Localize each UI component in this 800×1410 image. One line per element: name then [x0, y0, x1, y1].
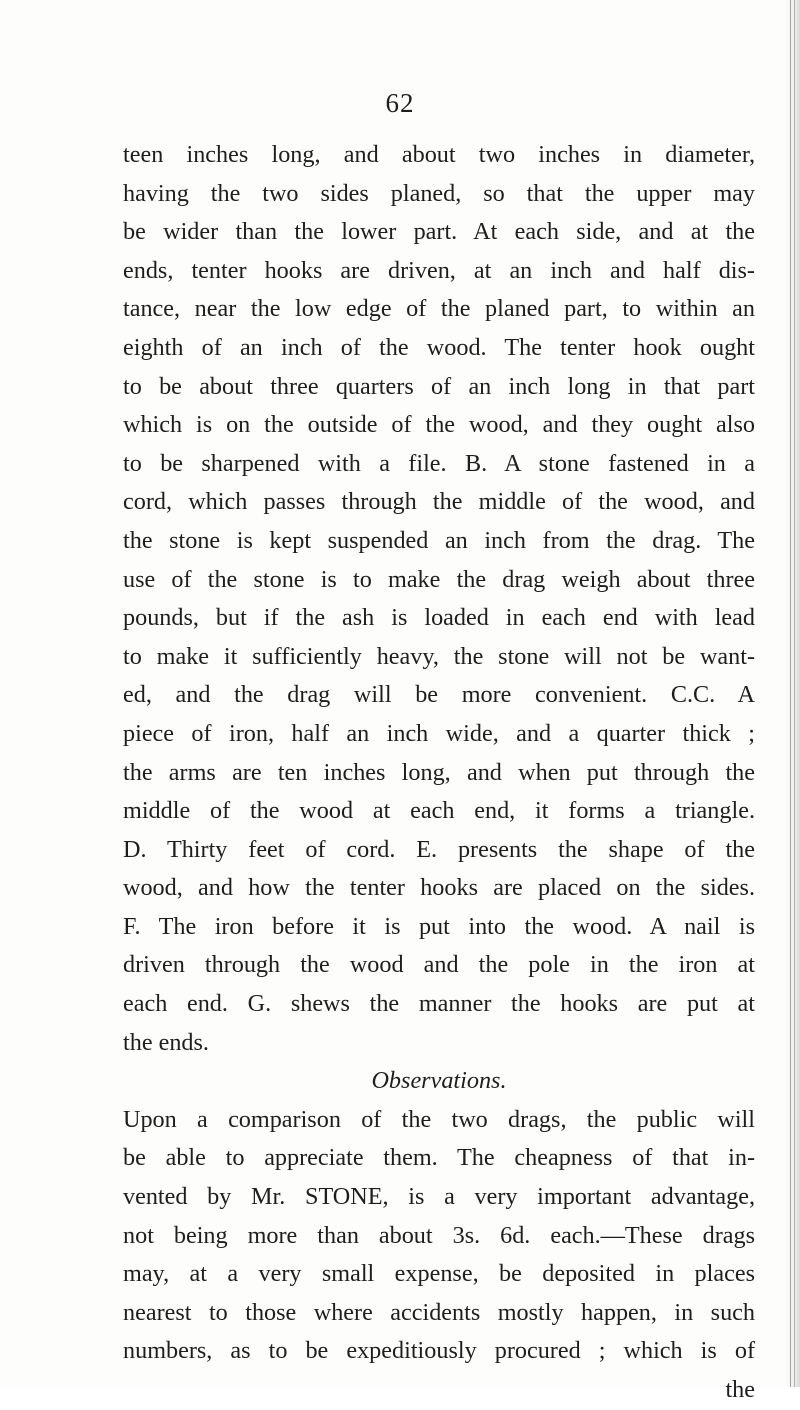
- body-text: [123, 136, 755, 1410]
- text-line: Upon a comparison of the two drags, the public will: [123, 1105, 755, 1133]
- text-line: F. The iron before it is put into the wood. A nail is: [123, 912, 755, 940]
- text-line: to make it sufficiently heavy, the stone will not be want-: [123, 642, 755, 670]
- text-line: wood, and how the tenter hooks are placed on the sides.: [123, 874, 755, 902]
- text-line: D. Thirty feet of cord. E. presents the shape of the: [123, 835, 755, 863]
- text-line: the stone is kept suspended an inch from the drag. The: [123, 526, 755, 554]
- catchword: the: [725, 1376, 755, 1403]
- text-line: to be about three quarters of an inch long in that part: [123, 372, 755, 400]
- text-line: tance, near the low edge of the planed part, to within an: [123, 295, 755, 323]
- text-line: eighth of an inch of the wood. The tenter hook ought: [123, 333, 755, 361]
- text-line: use of the stone is to make the drag weigh about three: [123, 565, 755, 593]
- text-line: the arms are ten inches long, and when put through the: [123, 758, 755, 786]
- text-line: pounds, but if the ash is loaded in each end with lead: [123, 604, 755, 632]
- text-line: the ends.: [123, 1028, 209, 1056]
- text-line: ed, and the drag will be more convenient. C.C. A: [123, 681, 755, 709]
- text-line: nearest to those where accidents mostly happen, in such: [123, 1298, 755, 1326]
- text-line: teen inches long, and about two inches in diameter,: [123, 141, 755, 168]
- page-edge-line: [790, 0, 791, 1387]
- text-line: cord, which passes through the middle of the wood, and: [123, 488, 755, 516]
- page-edge-shadow: [786, 0, 800, 1387]
- text-line: vented by Mr. STONE, is a very important advantage,: [123, 1183, 755, 1211]
- section-heading: Observations.: [371, 1067, 507, 1095]
- text-line: to be sharpened with a file. B. A stone fastened in a: [123, 449, 755, 477]
- text-line: may, at a very small expense, be deposited in places: [123, 1260, 755, 1288]
- text-line: middle of the wood at each end, it forms a triangle.: [123, 797, 755, 825]
- text-line: be wider than the lower part. At each side, and at the: [123, 218, 755, 246]
- text-line: having the two sides planed, so that the upper may: [123, 179, 755, 207]
- text-line: each end. G. shews the manner the hooks are put at: [123, 990, 755, 1018]
- page-number: 62: [385, 88, 415, 118]
- text-line: be able to appreciate them. The cheapness of that in-: [123, 1144, 755, 1172]
- text-line: ends, tenter hooks are driven, at an inch and half dis-: [123, 256, 755, 284]
- text-line: which is on the outside of the wood, and they ought also: [123, 411, 755, 439]
- text-line: driven through the wood and the pole in the iron at: [123, 951, 755, 979]
- text-line: piece of iron, half an inch wide, and a quarter thick ;: [123, 719, 755, 747]
- text-line: numbers, as to be expeditiously procured ; which is of: [123, 1337, 755, 1365]
- text-line: not being more than about 3s. 6d. each.—These drags: [123, 1221, 755, 1249]
- page-edge-line: [794, 0, 795, 1387]
